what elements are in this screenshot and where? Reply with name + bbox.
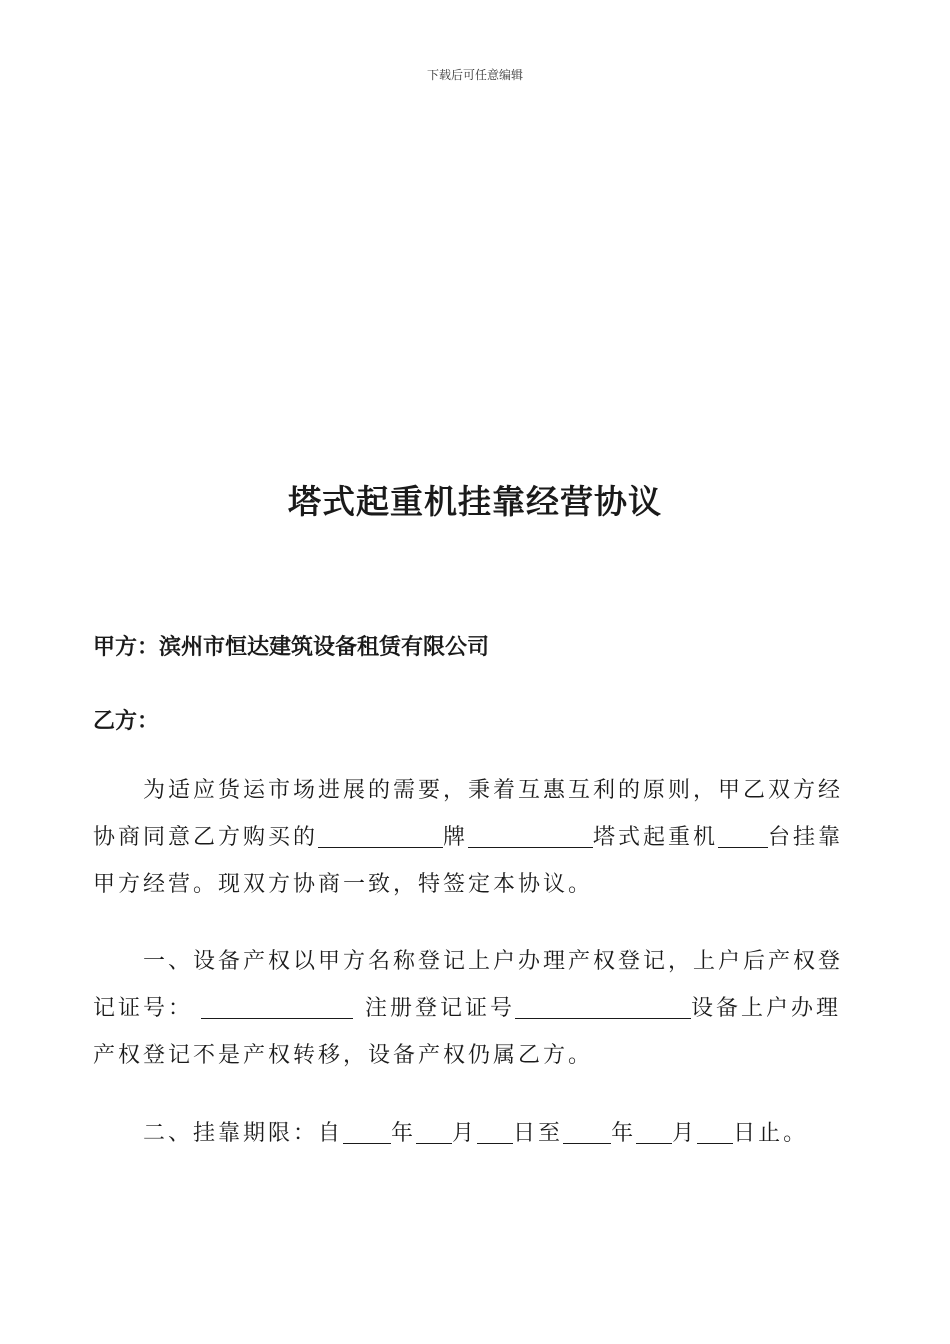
clause-2-year-1: 年: [391, 1121, 417, 1146]
start-month-blank: [416, 1117, 452, 1144]
registration-number-blank: [515, 992, 691, 1019]
clause-1-text-2: 注册登记证号: [365, 996, 516, 1021]
clause-2-year-2: 年: [611, 1121, 637, 1146]
party-a: 甲方：滨州市恒达建筑设备租赁有限公司: [93, 635, 490, 660]
end-year-blank: [563, 1117, 611, 1144]
clause-2-month-2: 月: [672, 1121, 698, 1146]
end-month-blank: [636, 1117, 672, 1144]
brand-blank: [318, 821, 443, 848]
intro-text-3: 塔式起重机: [593, 825, 719, 850]
clause-2-paragraph: [93, 1110, 863, 1157]
header-note: 下载后可任意编辑: [426, 68, 523, 82]
clause-1-paragraph: [93, 938, 863, 1079]
intro-text-2: 牌: [443, 825, 469, 850]
document-title: 塔式起重机挂靠经营协议: [288, 482, 662, 521]
property-cert-number-blank: [201, 992, 353, 1019]
clause-2-day-1: 日至: [513, 1121, 564, 1146]
start-day-blank: [477, 1117, 513, 1144]
clause-2-day-2: 日止。: [733, 1121, 809, 1146]
clause-2-text-1: 二、挂靠期限：自: [143, 1121, 344, 1146]
intro-text-1: 为适应货运市场进展的需要，秉着互惠互利的原则，甲乙双方经协商同意乙方购买的: [93, 778, 844, 850]
intro-paragraph: [93, 767, 863, 908]
model-blank: [468, 821, 593, 848]
clause-1-text-1: 一、设备产权以甲方名称登记上户办理产权登记，上户后产权登记证号：: [93, 949, 844, 1021]
clause-2-month-1: 月: [452, 1121, 478, 1146]
quantity-blank: [718, 821, 768, 848]
clause-1-text-3: 设备上户办理产权登记不是产权转移，设备产权仍属乙方。: [93, 996, 842, 1068]
intro-text-4: 台挂靠甲方经营。现双方协商一致，特签定本协议。: [93, 825, 844, 897]
end-day-blank: [697, 1117, 733, 1144]
start-year-blank: [343, 1117, 391, 1144]
party-b: 乙方：: [93, 709, 160, 734]
